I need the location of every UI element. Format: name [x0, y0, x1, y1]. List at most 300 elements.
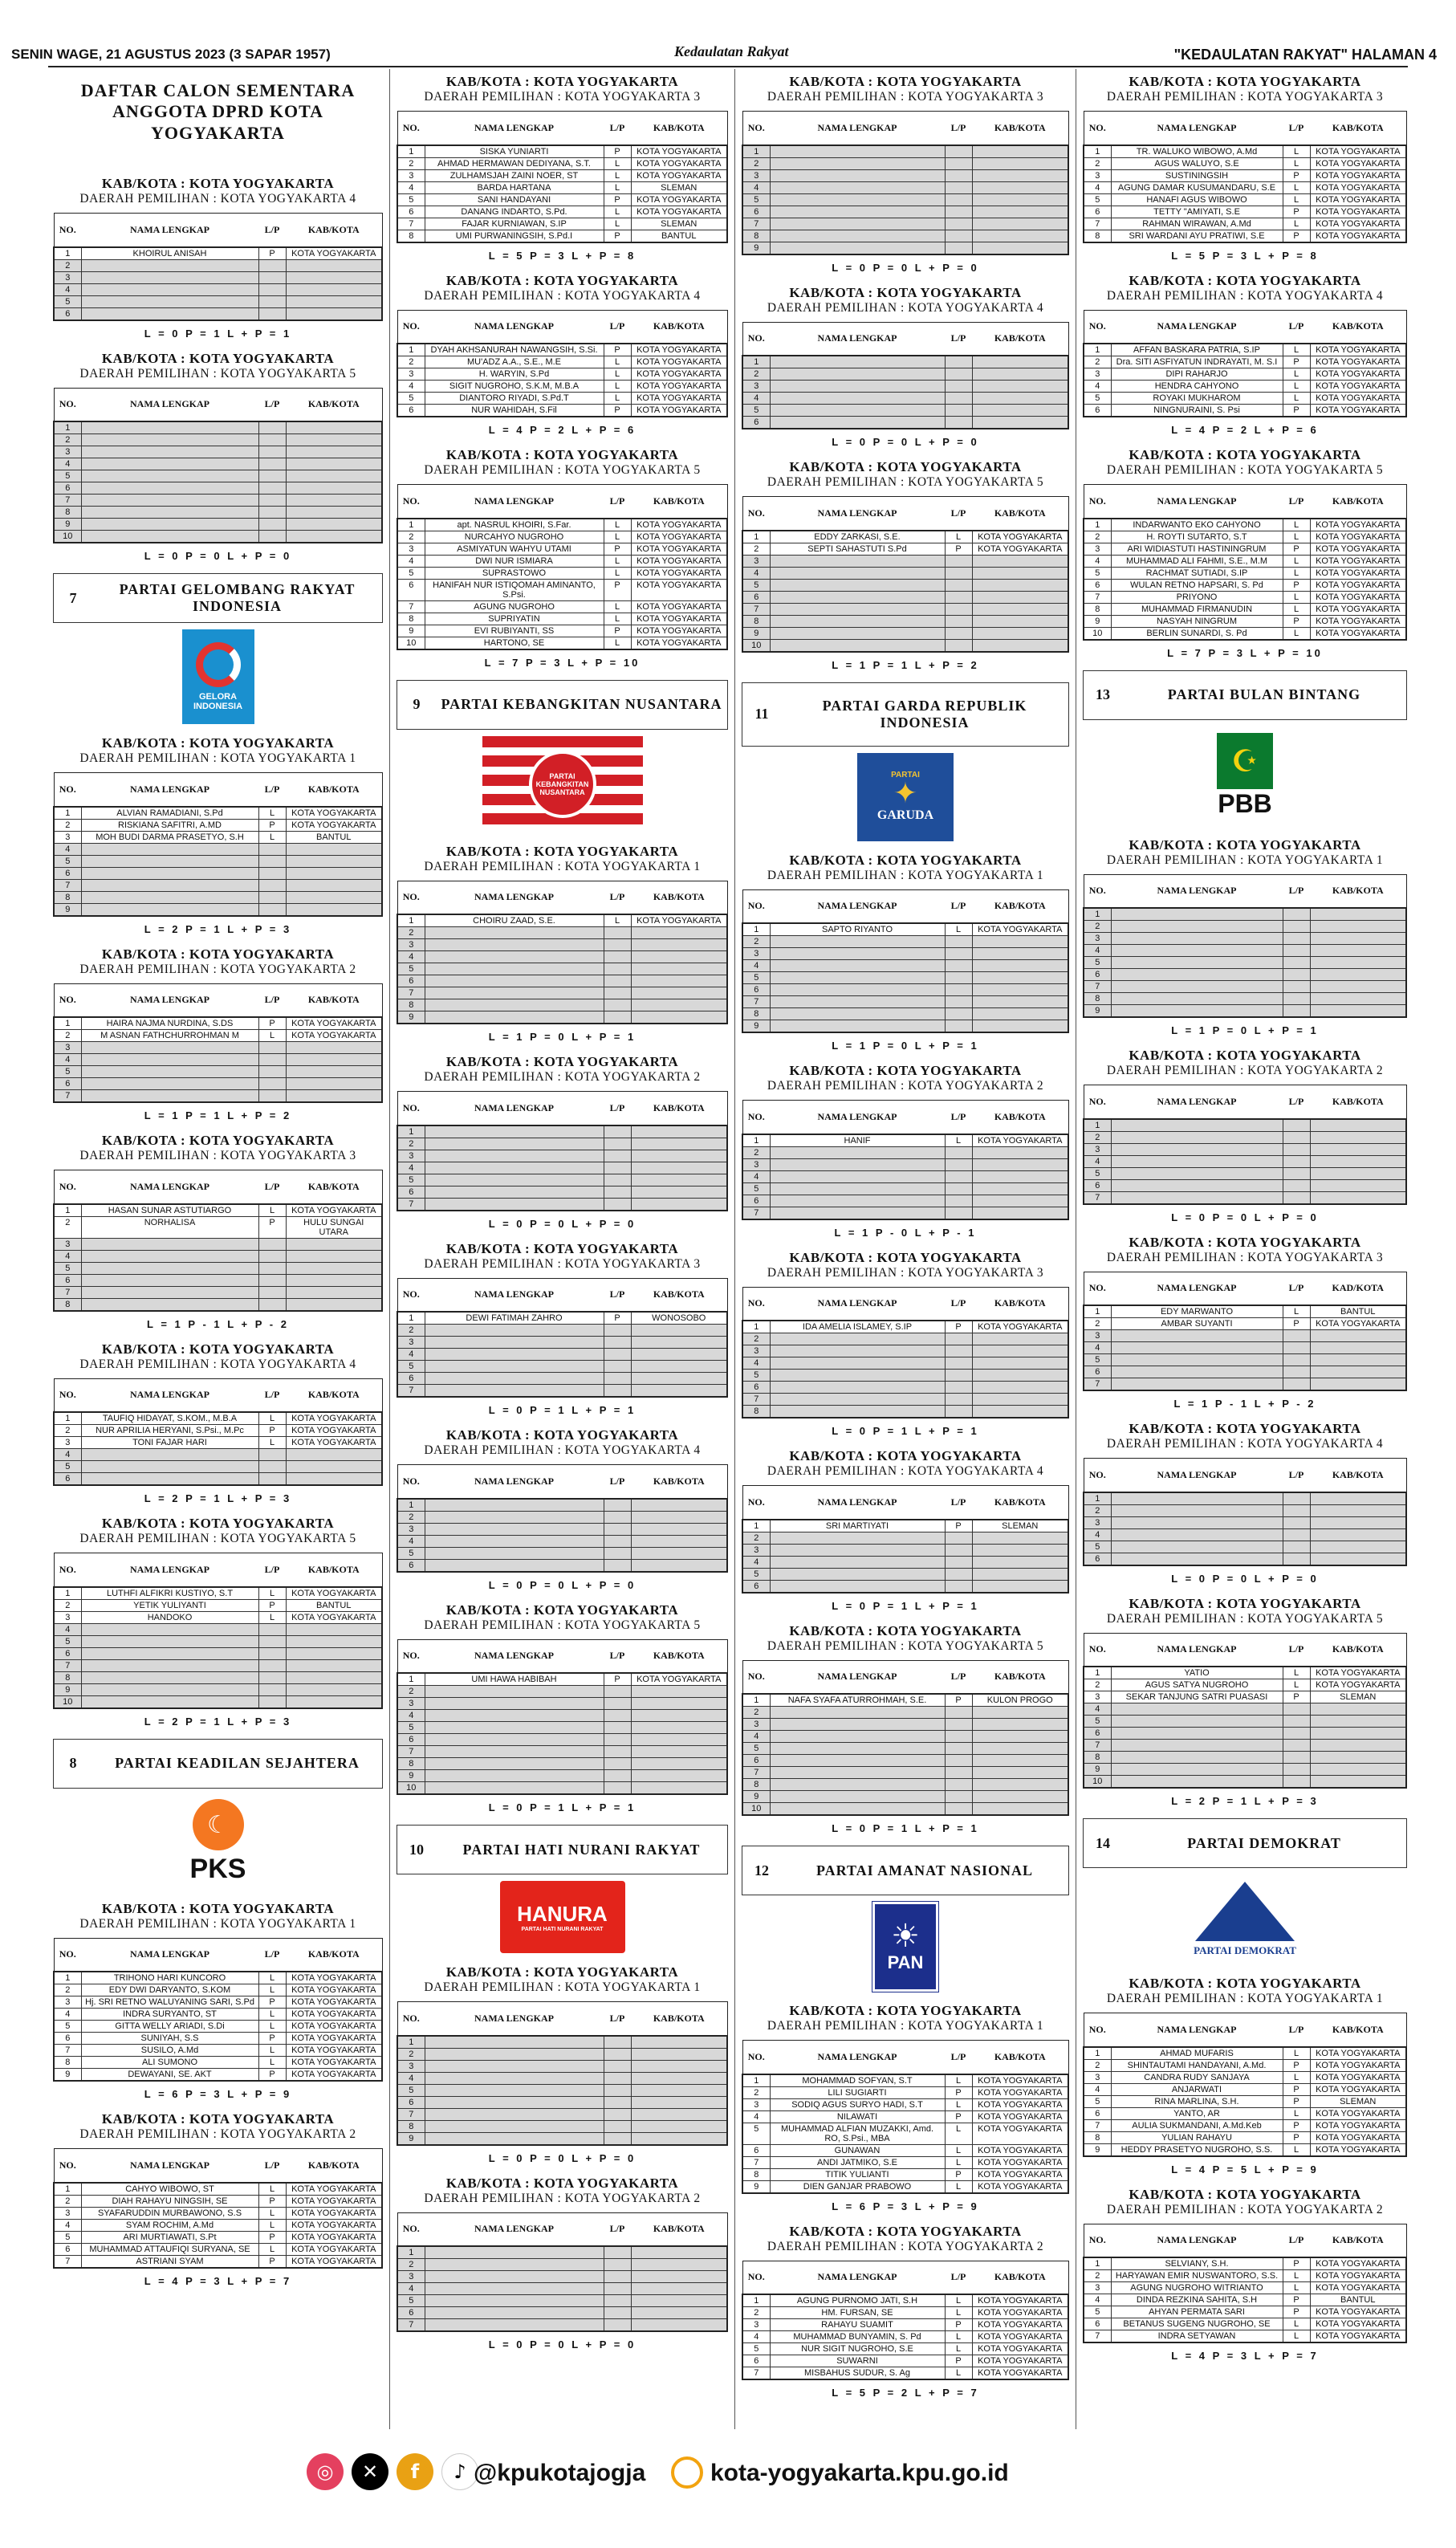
cell-no: 2 — [742, 543, 770, 555]
kab-kota-label: KAB/KOTA : KOTA YOGYAKARTA — [1129, 1595, 1361, 1611]
cell-empty — [770, 1743, 945, 1755]
cell-lp: P — [1283, 2131, 1310, 2143]
cell-no: 6 — [54, 1473, 81, 1486]
kab-kota-label: KAB/KOTA : KOTA YOGYAKARTA — [789, 2223, 1022, 2239]
table-row-empty — [54, 1695, 382, 1708]
table-row-empty — [1084, 981, 1406, 993]
header-lp: L/P — [258, 1378, 286, 1412]
table-row — [54, 2033, 382, 2045]
cell-empty — [81, 1090, 258, 1103]
cell-empty — [631, 963, 727, 975]
table-row-empty — [397, 2295, 727, 2307]
cell-nama: ZULHAMSJAH ZAINI NOER, ST — [425, 169, 604, 181]
cell-no: 2 — [742, 2307, 770, 2319]
table-row — [54, 1587, 382, 1600]
kab-kota-label: KAB/KOTA : KOTA YOGYAKARTA — [1129, 1421, 1361, 1436]
cell-lp: L — [604, 519, 631, 531]
cell-lp: P — [1283, 543, 1310, 555]
cell-empty — [972, 1707, 1068, 1719]
cell-empty — [286, 1461, 382, 1473]
header-nama: NAMA LENGKAP — [770, 112, 945, 145]
cell-empty — [1310, 933, 1406, 945]
table-row — [1084, 381, 1406, 393]
table-row-empty — [54, 1238, 382, 1250]
header-nama: NAMA LENGKAP — [1111, 1272, 1283, 1305]
cell-empty — [1111, 1728, 1283, 1740]
cell-empty — [425, 939, 604, 951]
cell-kab-kota: KOTA YOGYAKARTA — [1310, 230, 1406, 242]
cell-empty — [1310, 1342, 1406, 1354]
header-lp: L/P — [258, 214, 286, 247]
table-row — [397, 206, 727, 218]
table-row — [1084, 230, 1406, 242]
cell-kab-kota: KOTA YOGYAKARTA — [1310, 2143, 1406, 2156]
table-row-empty — [397, 2060, 727, 2072]
cell-empty — [945, 984, 972, 996]
cell-nama: DANANG INDARTO, S.Pd. — [425, 206, 604, 218]
dapil-label: DAERAH PEMILIHAN : KOTA YOGYAKARTA 5 — [1106, 1611, 1384, 1626]
header-no: NO. — [742, 2261, 770, 2294]
table-row-empty — [742, 1008, 1068, 1020]
table-row — [397, 157, 727, 169]
cell-kab-kota: KOTA YOGYAKARTA — [286, 2069, 382, 2082]
dapil-label: DAERAH PEMILIHAN : KOTA YOGYAKARTA 1 — [424, 1980, 701, 1994]
cell-no: 7 — [54, 1286, 81, 1298]
cell-empty — [1310, 1504, 1406, 1516]
header-no: NO. — [397, 1639, 425, 1673]
cell-empty — [286, 1090, 382, 1103]
cell-kab-kota: KOTA YOGYAKARTA — [631, 145, 727, 158]
dapil-section — [742, 1623, 1069, 1835]
cell-empty — [631, 999, 727, 1011]
table-row — [54, 819, 382, 831]
cell-nama: SUPRASTOWO — [425, 567, 604, 579]
party-number: 12 — [754, 1862, 769, 1878]
facebook-icon[interactable]: f — [397, 2453, 433, 2490]
table-row-empty — [397, 1385, 727, 1398]
header-lp: L/P — [1283, 2224, 1310, 2257]
cell-no: 10 — [742, 639, 770, 652]
cell-empty — [604, 1722, 631, 1734]
cell-empty — [286, 855, 382, 867]
cell-empty — [604, 1746, 631, 1758]
table-total: L = 0 P = 0 L + P = 0 — [832, 436, 979, 448]
cell-empty — [81, 259, 258, 271]
header-lp: L/P — [1283, 1459, 1310, 1492]
candidate-table — [53, 1170, 383, 1312]
cell-no: 1 — [742, 356, 770, 368]
cell-nama: ASMIYATUN WAHYU UTAMI — [425, 543, 604, 555]
cell-kab-kota: KOTA YOGYAKARTA — [972, 2168, 1068, 2180]
header-nama: NAMA LENGKAP — [1111, 1633, 1283, 1667]
cell-empty — [945, 368, 972, 381]
cell-nama: INDARWANTO EKO CAHYONO — [1111, 519, 1283, 531]
cell-empty — [770, 206, 945, 218]
cell-no: 4 — [742, 181, 770, 193]
cell-empty — [770, 1020, 945, 1033]
cell-empty — [258, 1473, 286, 1486]
cell-empty — [258, 1042, 286, 1054]
tiktok-icon[interactable]: ♪ — [441, 2453, 478, 2490]
cell-no: 7 — [1084, 981, 1111, 993]
cell-nama: UMI HAWA HABIBAH — [425, 1673, 604, 1686]
cell-empty — [945, 218, 972, 230]
cell-lp: L — [258, 2207, 286, 2219]
cell-nama: MUHAMMAD ALI FAHMI, S.E., M.M — [1111, 555, 1283, 567]
cell-empty — [1111, 1167, 1283, 1179]
cell-empty — [258, 1671, 286, 1683]
header-lp: L/P — [604, 2002, 631, 2036]
cell-no: 6 — [54, 2243, 81, 2255]
header-kab-kota: KAB/KOTA — [286, 2149, 382, 2183]
cell-no: 4 — [1084, 381, 1111, 393]
cell-lp: P — [1283, 1318, 1310, 1330]
cell-empty — [81, 495, 258, 507]
cell-empty — [1111, 921, 1283, 933]
cell-no: 3 — [1084, 543, 1111, 555]
cell-lp: L — [258, 2219, 286, 2231]
dapil-label: DAERAH PEMILIHAN : KOTA YOGYAKARTA 2 — [767, 2239, 1044, 2253]
header-lp: L/P — [258, 1170, 286, 1204]
cell-empty — [81, 446, 258, 458]
cell-nama: LILI SUGIARTI — [770, 2086, 945, 2098]
cell-lp: L — [945, 2294, 972, 2307]
cell-empty — [286, 1623, 382, 1635]
table-row-empty — [742, 960, 1068, 972]
cell-empty — [425, 1125, 604, 1138]
table-total: L = 0 P = 0 L + P = 0 — [488, 2338, 636, 2351]
cell-nama: ANDI JATMIKO, S.E — [770, 2156, 945, 2168]
cell-nama: ARI MURTIAWATI, S.Pt — [81, 2231, 258, 2243]
cell-no: 3 — [54, 271, 81, 283]
table-row-empty — [742, 555, 1068, 567]
cell-kab-kota: KOTA YOGYAKARTA — [631, 531, 727, 543]
pbb-crescent-star-icon: ☪ — [1217, 733, 1273, 789]
cell-lp: L — [1283, 181, 1310, 193]
cell-lp: P — [258, 2195, 286, 2207]
header-lp: L/P — [604, 485, 631, 519]
cell-empty — [604, 2295, 631, 2307]
cell-empty — [604, 1138, 631, 1150]
kab-kota-label: KAB/KOTA : KOTA YOGYAKARTA — [101, 2111, 335, 2127]
cell-kab-kota: KOTA YOGYAKARTA — [286, 1437, 382, 1449]
table-row — [1084, 405, 1406, 417]
table-row-empty — [397, 1547, 727, 1559]
demokrat-logo — [1181, 1874, 1309, 1964]
cell-kab-kota: KOTA YOGYAKARTA — [631, 600, 727, 613]
instagram-icon[interactable]: ◎ — [307, 2453, 344, 2490]
cell-no: 7 — [397, 2319, 425, 2332]
cell-empty — [425, 2072, 604, 2084]
header-no: NO. — [1084, 485, 1111, 519]
header-kab-kota: KAB/KOTA — [286, 388, 382, 421]
table-row-empty — [1084, 1143, 1406, 1155]
cell-kab-kota: KOTA YOGYAKARTA — [1310, 2257, 1406, 2270]
dapil-label: DAERAH PEMILIHAN : KOTA YOGYAKARTA 5 — [767, 1638, 1044, 1653]
cell-empty — [286, 307, 382, 320]
table-row-empty — [397, 2048, 727, 2060]
social-handle[interactable]: @kpukotajogja — [474, 2460, 646, 2486]
cell-lp: P — [258, 2033, 286, 2045]
cell-empty — [286, 1078, 382, 1090]
cell-empty — [972, 1532, 1068, 1544]
header-no: NO. — [54, 1938, 81, 1972]
cell-empty — [604, 999, 631, 1011]
cell-empty — [770, 242, 945, 254]
dapil-section — [397, 447, 728, 669]
cell-empty — [81, 1274, 258, 1286]
cell-empty — [945, 936, 972, 948]
cell-empty — [945, 1544, 972, 1556]
cell-kab-kota: KOTA YOGYAKARTA — [972, 2086, 1068, 2098]
cell-empty — [770, 169, 945, 181]
table-total: L = 6 P = 3 L + P = 9 — [832, 2200, 979, 2212]
table-row-empty — [397, 1734, 727, 1746]
header-lp: L/P — [1283, 485, 1310, 519]
cell-no: 4 — [1084, 1342, 1111, 1354]
cell-empty — [286, 458, 382, 470]
table-row-empty — [397, 1337, 727, 1349]
cell-lp: L — [604, 567, 631, 579]
column-1 — [47, 69, 389, 2429]
party-header — [742, 1846, 1069, 1895]
cell-empty — [604, 2132, 631, 2145]
cell-no: 1 — [742, 1134, 770, 1147]
cell-empty — [258, 1250, 286, 1262]
cell-no: 5 — [1084, 1541, 1111, 1553]
cell-no: 8 — [742, 1008, 770, 1020]
cell-lp: L — [1283, 368, 1310, 381]
cell-no: 5 — [1084, 2306, 1111, 2318]
kab-kota-label: KAB/KOTA : KOTA YOGYAKARTA — [1129, 1234, 1361, 1250]
table-row-empty — [742, 948, 1068, 960]
cell-lp: L — [1283, 2071, 1310, 2083]
cell-empty — [258, 879, 286, 891]
cell-kab-kota: KOTA YOGYAKARTA — [1310, 2071, 1406, 2083]
cell-nama: YANTO, AR — [1111, 2107, 1283, 2119]
cell-empty — [425, 1547, 604, 1559]
cell-empty — [945, 615, 972, 627]
cell-nama: SELVIANY, S.H. — [1111, 2257, 1283, 2270]
header-lp: L/P — [258, 773, 286, 807]
cell-nama: MUHAMMAD ALFIAN MUZAKKI, Amd. RO, S.Psi., MBA — [770, 2123, 945, 2144]
table-row-empty — [1084, 1776, 1406, 1789]
table-row-empty — [742, 1158, 1068, 1170]
table-row-empty — [397, 951, 727, 963]
cell-no: 4 — [1084, 181, 1111, 193]
cell-empty — [770, 1394, 945, 1406]
cell-no: 5 — [1084, 2095, 1111, 2107]
cell-no: 2 — [397, 2048, 425, 2060]
website-link[interactable]: kota-yogyakarta.kpu.go.id — [710, 2460, 1009, 2486]
cell-no: 2 — [54, 1984, 81, 1996]
cell-empty — [1111, 1378, 1283, 1391]
cell-empty — [1111, 1516, 1283, 1528]
candidate-table — [53, 1938, 383, 2082]
cell-empty — [604, 1186, 631, 1198]
cell-empty — [81, 1461, 258, 1473]
cell-empty — [286, 1659, 382, 1671]
cell-lp: P — [258, 2231, 286, 2243]
cell-empty — [770, 381, 945, 393]
table-row-empty — [54, 259, 382, 271]
table-total: L = 1 P = 1 L + P = 2 — [832, 658, 979, 671]
cell-lp: L — [258, 1437, 286, 1449]
dapil-section — [742, 1448, 1069, 1612]
demokrat-logo-text: PARTAI DEMOKRAT — [1194, 1944, 1296, 1956]
table-row — [54, 1996, 382, 2009]
cell-nama: AGUNG PURNOMO JATI, S.H — [770, 2294, 945, 2307]
cell-no: 5 — [397, 1361, 425, 1373]
table-row — [54, 247, 382, 260]
cell-empty — [945, 1556, 972, 1568]
candidate-table — [1083, 2224, 1407, 2344]
table-row-empty — [1084, 1703, 1406, 1716]
cell-nama: HANIFAH NUR ISTIQOMAH AMINANTO, S.Psi. — [425, 579, 604, 600]
cell-empty — [425, 2295, 604, 2307]
cell-kab-kota: KOTA YOGYAKARTA — [1310, 627, 1406, 640]
header-kab-kota: KAB/KOTA — [286, 983, 382, 1017]
cell-empty — [286, 1298, 382, 1311]
cell-empty — [258, 1054, 286, 1066]
table-row-empty — [1084, 1119, 1406, 1132]
dapil-section — [53, 1516, 383, 1728]
cell-no: 5 — [397, 2084, 425, 2096]
header-no: NO. — [742, 112, 770, 145]
cell-no: 4 — [54, 1623, 81, 1635]
cell-empty — [286, 867, 382, 879]
cell-empty — [1310, 1167, 1406, 1179]
table-row-empty — [742, 1406, 1068, 1418]
header-lp: L/P — [1283, 874, 1310, 908]
cell-empty — [1111, 1179, 1283, 1191]
cell-lp: P — [1283, 2306, 1310, 2318]
cell-empty — [972, 1146, 1068, 1158]
cell-no: 1 — [742, 1520, 770, 1532]
table-row — [742, 543, 1068, 555]
cell-no: 2 — [397, 927, 425, 939]
cell-no: 1 — [742, 2074, 770, 2087]
cell-kab-kota: KOTA YOGYAKARTA — [286, 2009, 382, 2021]
cell-nama: SYAFARUDDIN MURBAWONO, S.S — [81, 2207, 258, 2219]
cell-no: 4 — [397, 555, 425, 567]
cell-lp: L — [604, 218, 631, 230]
cell-empty — [770, 579, 945, 591]
cell-empty — [425, 2096, 604, 2108]
cell-empty — [972, 417, 1068, 429]
cell-lp: P — [945, 2319, 972, 2331]
table-row-empty — [54, 482, 382, 495]
cell-empty — [631, 2246, 727, 2259]
cell-lp: L — [1283, 218, 1310, 230]
cell-empty — [631, 939, 727, 951]
cell-lp: P — [604, 145, 631, 158]
x-icon[interactable]: ✕ — [352, 2453, 388, 2490]
cell-nama: DEWAYANI, SE. AKT — [81, 2069, 258, 2082]
cell-empty — [631, 2072, 727, 2084]
table-row — [1084, 2270, 1406, 2282]
table-row — [1084, 2143, 1406, 2156]
cell-empty — [604, 1325, 631, 1337]
header-kab-kota: KAD/KOTA — [1310, 1272, 1406, 1305]
header-lp: L/P — [945, 889, 972, 923]
cell-kab-kota: KOTA YOGYAKARTA — [972, 2180, 1068, 2193]
table-row — [742, 1321, 1068, 1333]
cell-empty — [972, 555, 1068, 567]
table-row-empty — [742, 1182, 1068, 1195]
table-total: L = 4 P = 2 L + P = 6 — [1171, 424, 1319, 436]
cell-no: 5 — [742, 193, 770, 206]
header-no: NO. — [54, 773, 81, 807]
cell-no: 5 — [397, 1547, 425, 1559]
table-row — [1084, 157, 1406, 169]
cell-empty — [631, 2084, 727, 2096]
cell-lp: L — [604, 914, 631, 927]
cell-no: 2 — [1084, 157, 1111, 169]
cell-empty — [258, 891, 286, 903]
dapil-section — [1083, 2187, 1407, 2363]
cell-empty — [631, 1758, 727, 1770]
cell-empty — [631, 2271, 727, 2283]
cell-kab-kota: BANTUL — [286, 1599, 382, 1611]
cell-empty — [425, 975, 604, 987]
table-row-empty — [742, 181, 1068, 193]
cell-empty — [1111, 1703, 1283, 1716]
cell-empty — [1283, 1191, 1310, 1204]
table-row-empty — [1084, 993, 1406, 1005]
cell-empty — [604, 1337, 631, 1349]
cell-empty — [945, 1707, 972, 1719]
cell-empty — [425, 1559, 604, 1572]
table-total: L = 1 P = 1 L + P = 2 — [144, 1109, 292, 1122]
dapil-label: DAERAH PEMILIHAN : KOTA YOGYAKARTA 1 — [79, 1916, 356, 1931]
cell-no: 1 — [54, 1017, 81, 1030]
candidate-table — [397, 484, 728, 650]
cell-empty — [425, 2271, 604, 2283]
cell-nama: HANAFI AGUS WIBOWO — [1111, 193, 1283, 206]
table-row — [397, 625, 727, 637]
table-row-empty — [54, 879, 382, 891]
cell-lp: L — [945, 2307, 972, 2319]
cell-no: 1 — [742, 145, 770, 158]
cell-empty — [604, 1559, 631, 1572]
cell-empty — [425, 2036, 604, 2049]
cell-empty — [770, 603, 945, 615]
party-name: PARTAI BULAN BINTANG — [1167, 686, 1361, 703]
table-row — [397, 344, 727, 356]
cell-kab-kota: KOTA YOGYAKARTA — [631, 356, 727, 368]
cell-no: 2 — [1084, 356, 1111, 368]
cell-no: 7 — [54, 1090, 81, 1103]
cell-nama: RAHMAN WIRAWAN, A.Md — [1111, 218, 1283, 230]
table-row-empty — [54, 421, 382, 434]
dapil-label: DAERAH PEMILIHAN : KOTA YOGYAKARTA 1 — [424, 859, 701, 873]
cell-no: 1 — [54, 247, 81, 260]
table-row — [1084, 206, 1406, 218]
cell-nama: HAIRA NAJMA NURDINA, S.DS — [81, 1017, 258, 1030]
cell-empty — [286, 519, 382, 531]
cell-no: 1 — [742, 1321, 770, 1333]
kab-kota-label: KAB/KOTA : KOTA YOGYAKARTA — [101, 735, 335, 751]
cell-lp: L — [604, 157, 631, 169]
cell-empty — [972, 1020, 1068, 1033]
header-no: NO. — [397, 2002, 425, 2036]
cell-empty — [972, 1406, 1068, 1418]
cell-empty — [972, 1556, 1068, 1568]
cell-empty — [1310, 1776, 1406, 1789]
cell-no: 7 — [742, 218, 770, 230]
cell-empty — [972, 1803, 1068, 1816]
